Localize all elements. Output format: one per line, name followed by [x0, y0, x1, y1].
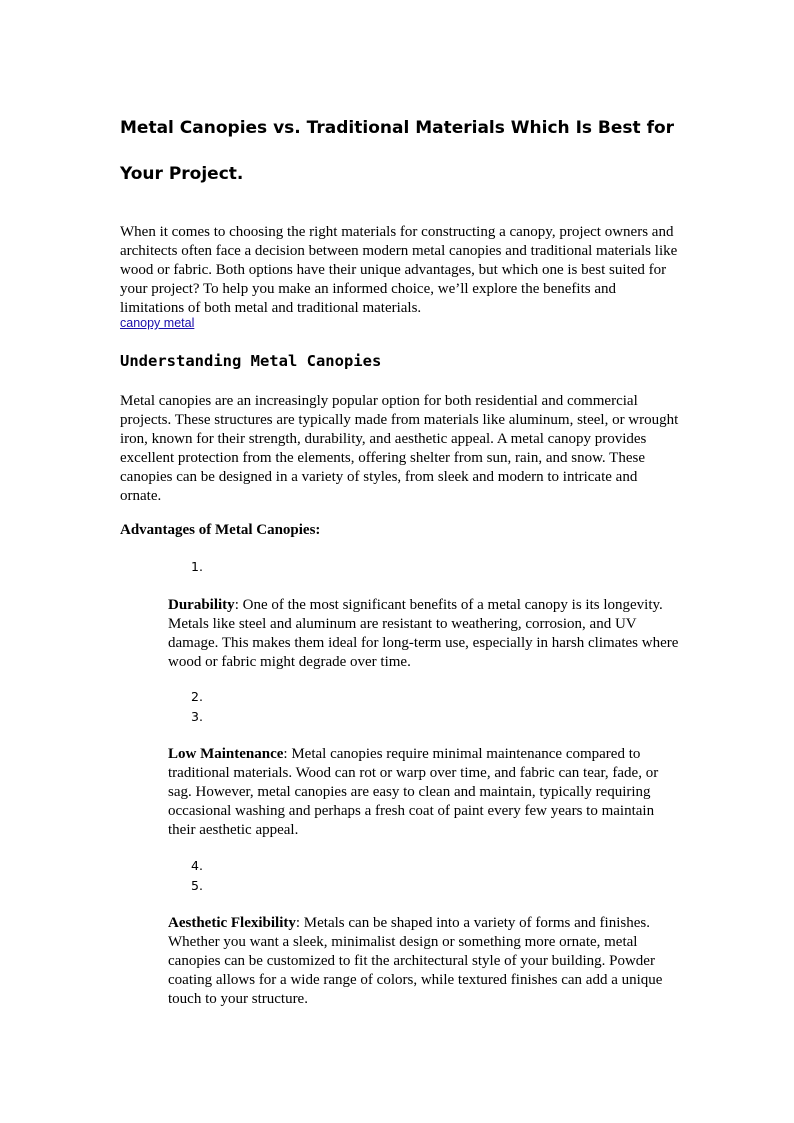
- canopy-metal-link[interactable]: canopy metal: [120, 316, 195, 330]
- list-item-term: Low Maintenance: [168, 746, 284, 762]
- document-title-line-1: Metal Canopies vs. Traditional Materials Which Is Best for: [120, 118, 675, 138]
- list-item-text: : One of the most significant benefits of a metal canopy is its longevity. Metals like steel and aluminum are resistant to weathering, corrosion, and UV damage. This makes them ideal for long-term use, especially in harsh climates where wood or fabric might degrade over time.: [168, 597, 679, 670]
- list-item-aesthetic-flexibility: [168, 914, 684, 1009]
- list-number: 4.: [191, 858, 203, 873]
- section-paragraph: Metal canopies are an increasingly popular option for both residential and commercial projects. These structures are typically made from materials like aluminum, steel, or wrought iron, known for their strength, durability, and aesthetic appeal. A metal canopy provides excellent protection from the elements, offering shelter from sun, rain, and snow. These canopies can be designed in a variety of styles, from sleek and modern to intricate and ornate.: [120, 393, 679, 504]
- list-item-term: Aesthetic Flexibility: [168, 915, 296, 931]
- section-heading: Understanding Metal Canopies: [120, 352, 382, 370]
- list-item-text: : Metal canopies require minimal maintenance compared to traditional materials. Wood can rot or warp over time, and fabric can tear, fade, or sag. However, metal canopies are easy to clean and maintain, typically requiring occasional washing and perhaps a fresh coat of paint every few years to maintain their aesthetic appeal.: [168, 746, 659, 838]
- document-title-line-2: Your Project.: [120, 164, 244, 184]
- list-number: 2.: [191, 689, 203, 704]
- list-item-durability: [168, 596, 684, 672]
- list-item-low-maintenance: [168, 745, 684, 840]
- list-number: 3.: [191, 709, 203, 724]
- list-item-term: Durability: [168, 597, 235, 613]
- advantages-heading: Advantages of Metal Canopies:: [120, 522, 321, 538]
- list-item-text: : Metals can be shaped into a variety of forms and finishes. Whether you want a sleek, minimalist design or something more ornate, metal canopies can be customized to fit the architectural style of your building. Powder coating allows for a wide range of colors, while textured finishes can add a unique touch to your structure.: [168, 915, 663, 1007]
- list-number: 5.: [191, 878, 203, 893]
- intro-paragraph: When it comes to choosing the right materials for constructing a canopy, project owners and architects often face a decision between modern metal canopies and traditional materials like wood or fabric. Both options have their unique advantages, but which one is best suited for your project? To help you make an informed choice, we’ll explore the benefits and limitations of both metal and traditional materials.: [120, 224, 678, 316]
- list-number: 1.: [191, 559, 203, 574]
